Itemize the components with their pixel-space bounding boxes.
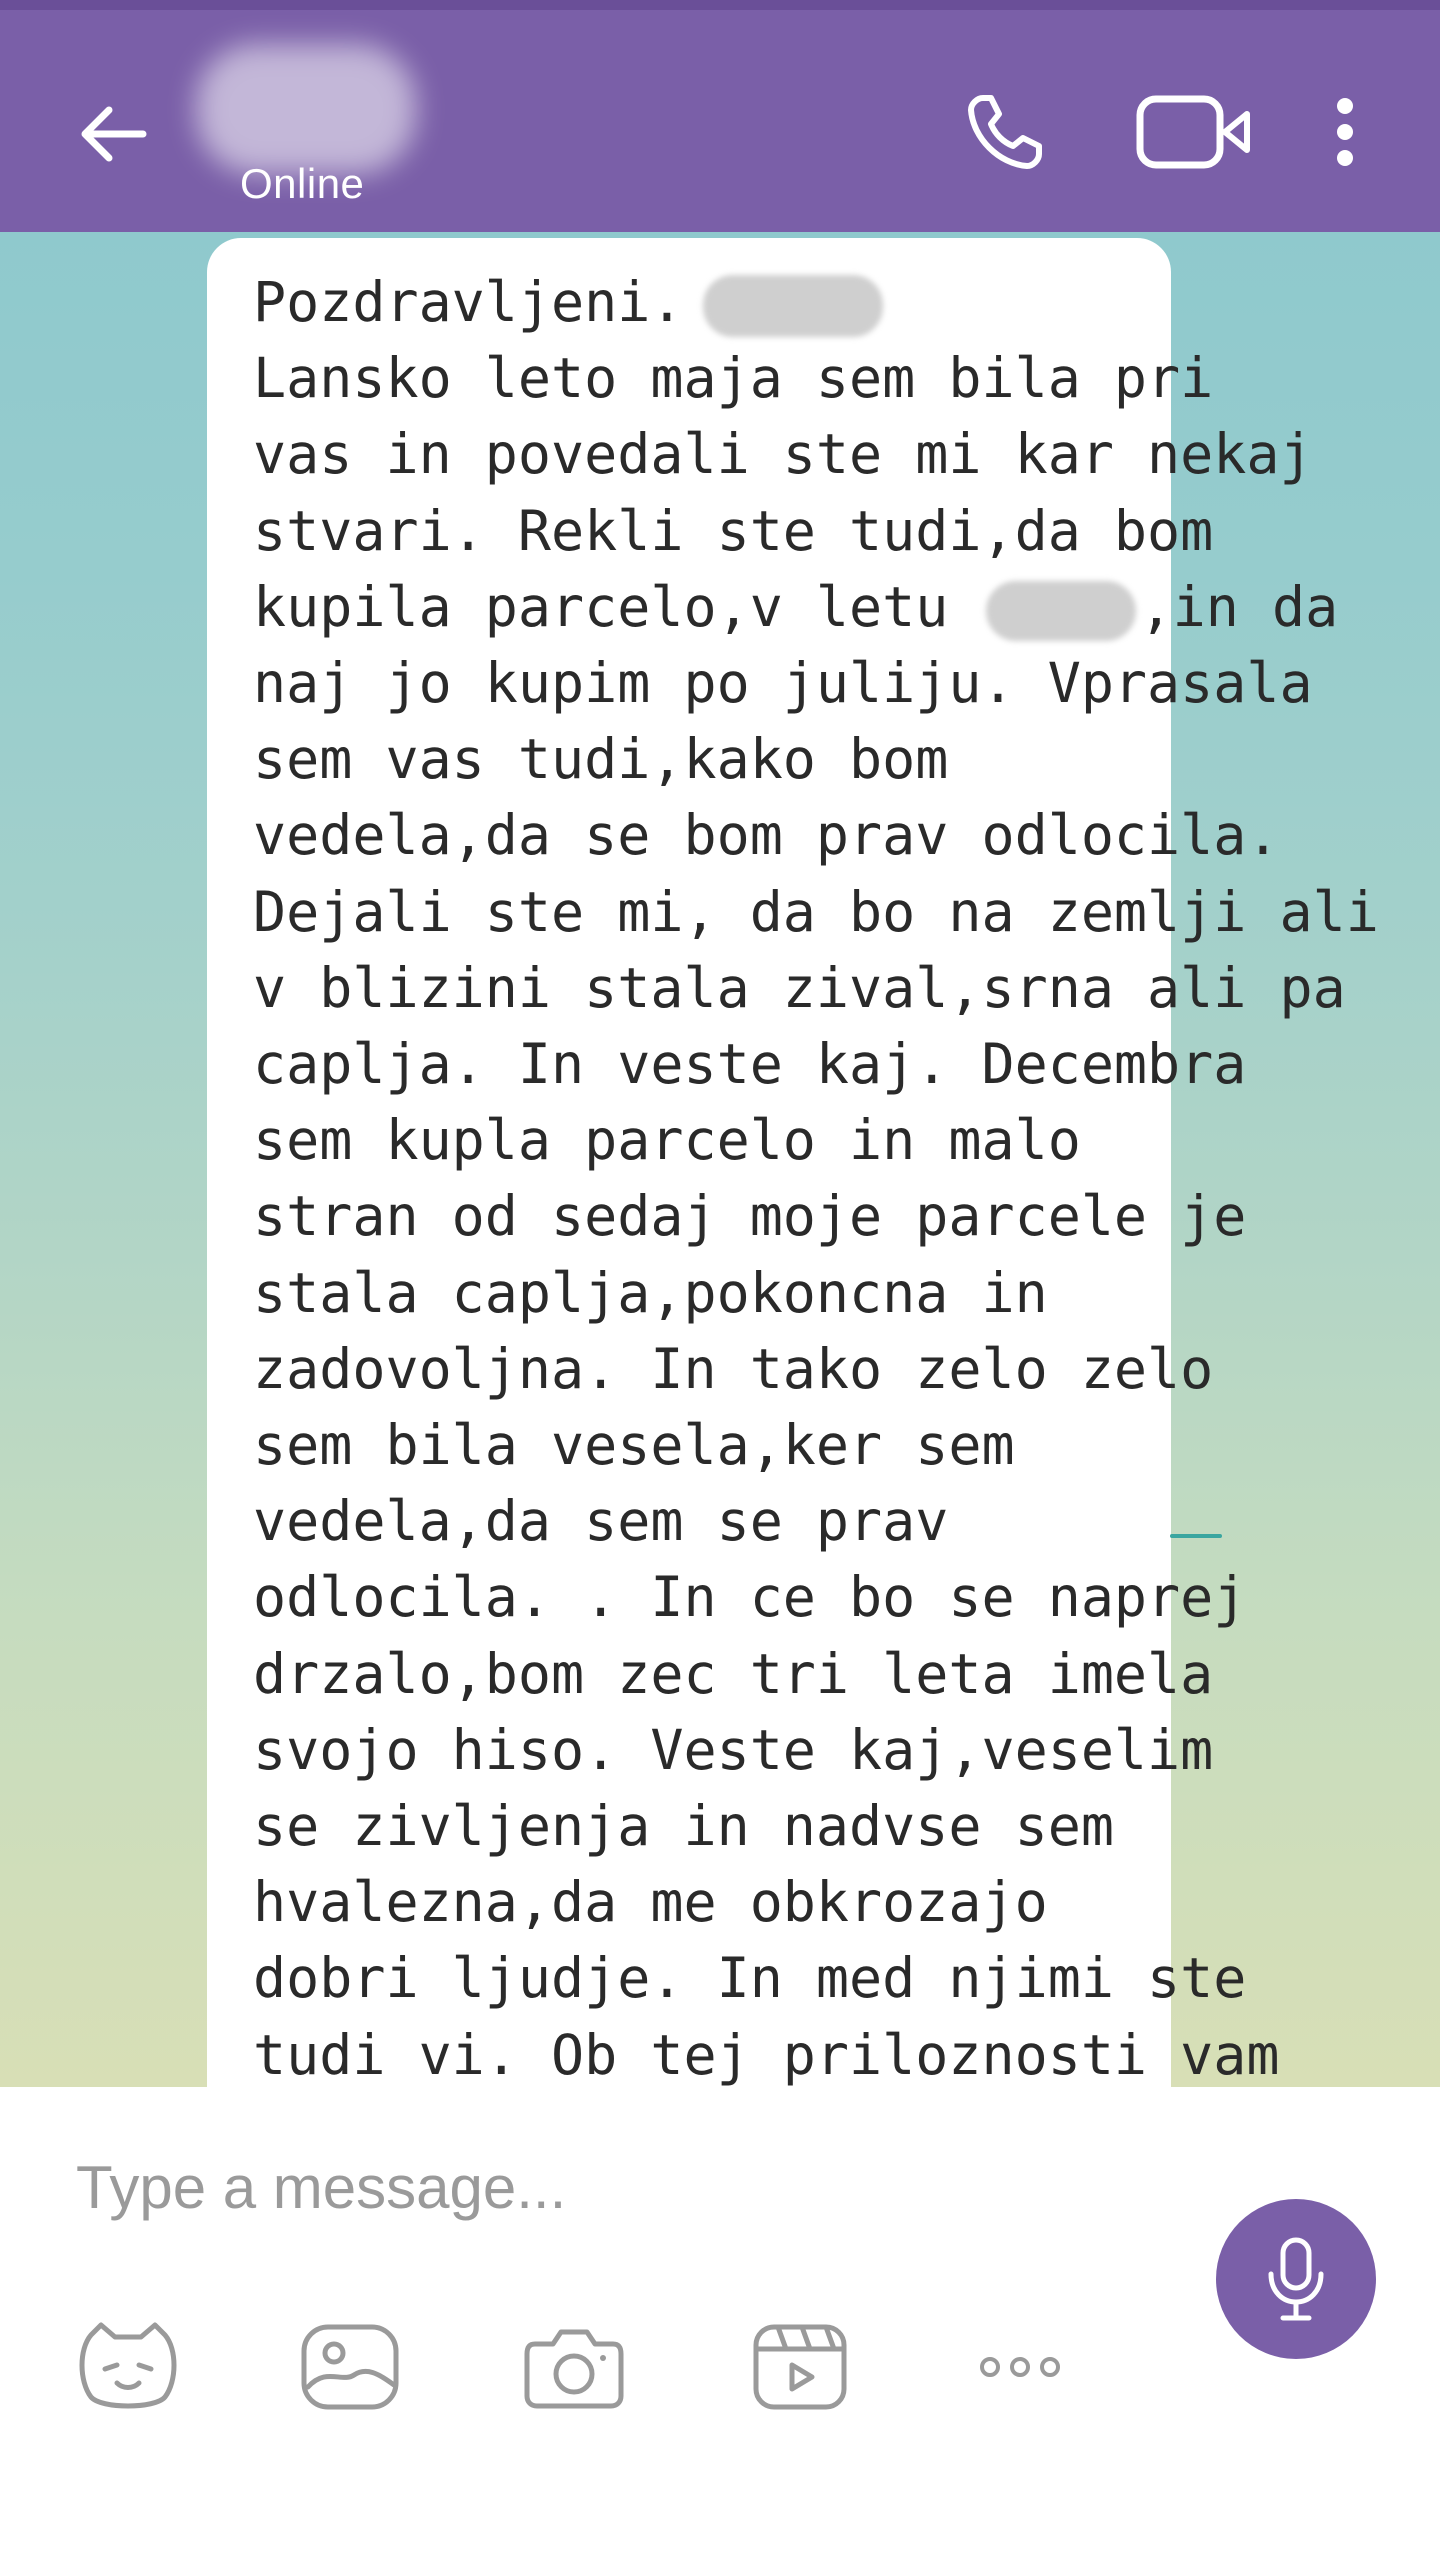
sticker-icon <box>73 2319 183 2415</box>
message-composer <box>0 2087 1440 2560</box>
gallery-icon <box>298 2321 402 2413</box>
arrow-left-icon <box>77 104 147 164</box>
video-clip-button[interactable] <box>740 2307 860 2427</box>
microphone-icon <box>1261 2234 1331 2324</box>
contact-status: Online <box>240 160 365 207</box>
video-call-button[interactable] <box>1130 80 1260 184</box>
read-indicator <box>1170 1534 1222 1538</box>
message-text: Pozdravljeni. Lansko leto maja sem bila pri vas in povedali ste mi kar nekaj stvari. Rekli ste tudi,da bom kupila parcelo,v letu ,in da naj jo kupim po juliju. Vprasala sem vas tudi,kako bom vedela,da se bom prav odlocila. Dejali ste mi, da bo na zemlji ali v blizini stala zival,srna ali pa caplja. In veste kaj. Decembra sem kupla parcelo in malo stran od sedaj moje parcele je stala caplja,pokoncna in zadovoljna. In tako zelo zelo sem bila vesela,ker sem vedela,da sem se prav odlocila. . In ce bo se naprej drzalo,bom zec tri leta imela svojo hiso. Veste kaj,veselim se zivljenja in nadvse sem hvalezna,da me obkrozajo dobri ljudje. In med njimi ste tudi vi. Ob tej priloznosti vam <box>253 270 1379 2087</box>
sticker-button[interactable] <box>68 2307 188 2427</box>
chat-area[interactable] <box>0 232 1440 2087</box>
more-attachments-button[interactable] <box>960 2307 1080 2427</box>
redacted-name <box>703 275 883 337</box>
gallery-button[interactable] <box>290 2307 410 2427</box>
voice-message-button[interactable] <box>1216 2199 1376 2359</box>
more-options-button[interactable] <box>1300 80 1390 184</box>
back-button[interactable] <box>60 82 164 186</box>
video-camera-icon <box>1135 94 1255 170</box>
chat-header <box>0 0 1440 232</box>
call-button[interactable] <box>950 80 1060 184</box>
message-bubble[interactable] <box>207 238 1379 2087</box>
redacted-year <box>986 581 1136 641</box>
message-input[interactable] <box>76 2147 1116 2227</box>
gif-icon <box>750 2321 850 2413</box>
camera-button[interactable] <box>514 2307 634 2427</box>
more-icon <box>975 2352 1065 2382</box>
contact-avatar[interactable] <box>196 44 416 174</box>
camera-icon <box>521 2322 627 2412</box>
phone-icon <box>963 90 1047 174</box>
more-vertical-icon <box>1333 96 1357 168</box>
